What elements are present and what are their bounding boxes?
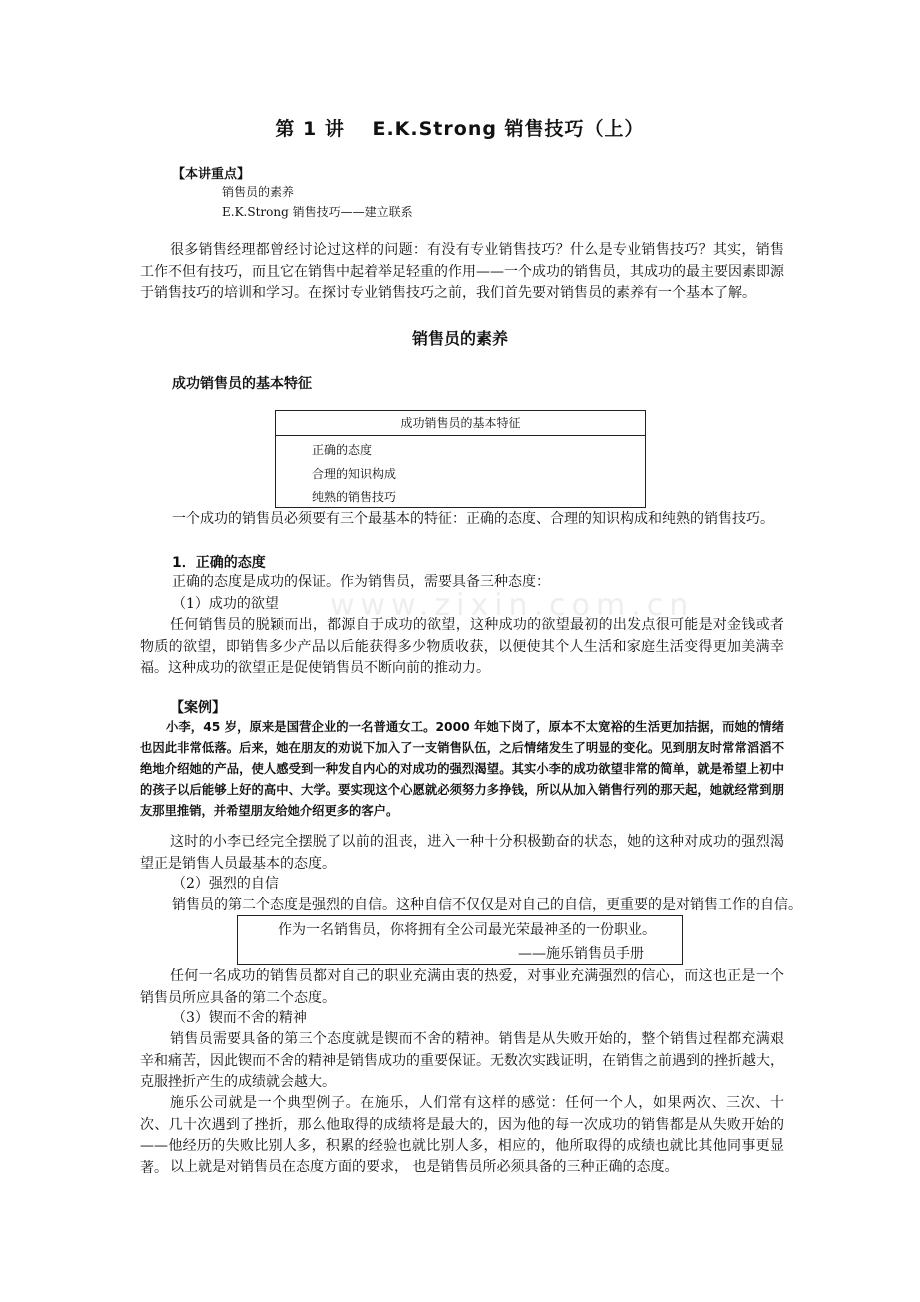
after-case-paragraph: 这时的小李已经完全摆脱了以前的沮丧，进入一种十分积极勤奋的状态，她的这种对成功的强烈渴望正是销售人员最基本的态度。 xyxy=(140,834,784,872)
perseverance-text-2: 施乐公司就是一个典型例子。在施乐，人们常有这样的感觉：任何一个人，如果两次、三次、十次、几十次遇到了挫折，那么他取得的成绩将是最大的，因为他的每一次成功的销售都是从失败开始的——他经历的失败比别人多，积累的经验也就比别人多，相应的，他所取得的成绩也就比其他同事更显著。 xyxy=(140,1095,784,1176)
case-text: 小李，45 岁，原来是国营企业的一名普通女工。2000 年她下岗了，原本不太宽裕的生活更加拮据，而她的情绪也因此非常低落。后来，她在朋友的劝说下加入了一支销售队伍，之后情绪发生了明显的变化。见到朋友时常常滔滔不绝地介绍她的产品，使人感受到一种发自内心的对成功的强烈渴望。其实小李的成功欲望非常的简单，就是希望上初中的孩子以后能够上好的高中、大学。要实现这个心愿就必须努力多挣钱，所以从加入销售行列的那天起，她就经常到朋友那里推销，并希望朋友给她介绍更多的客户。 xyxy=(140,720,784,818)
traits-box xyxy=(275,410,646,508)
traits-item-2: 合理的知识构成 xyxy=(312,467,397,481)
quote-source: ——施乐销售员手册 xyxy=(518,946,644,962)
focus-item-1: 销售员的素养 xyxy=(222,185,295,199)
traits-summary: 一个成功的销售员必须要有三个最基本的特征：正确的态度、合理的知识构成和纯熟的销售技巧。 xyxy=(172,511,774,527)
perseverance-sub3: （3）锲而不舍的精神 xyxy=(172,1010,307,1026)
traits-box-header: 成功销售员的基本特征 xyxy=(276,411,645,436)
intro-paragraph: 很多销售经理都曾经讨论过这样的问题：有没有专业销售技巧？什么是专业销售技巧？其实，销售工作不但有技巧，而且它在销售中起着举足轻重的作用——一个成功的销售员，其成功的最主要因素即源于销售技巧的培训和学习。在探讨专业销售技巧之前，我们首先要对销售员的素养有一个基本了解。 xyxy=(140,242,784,301)
attitude-sub1: （1）成功的欲望 xyxy=(172,596,279,612)
attitude-sub1-text: 任何销售员的脱颖而出，都源自于成功的欲望，这种成功的欲望最初的出发点很可能是对金钱或者物质的欲望，即销售多少产品以后能获得多少物质收获，以便使其个人生活和家庭生活变得更加美满幸福。这种成功的欲望正是促使销售员不断向前的推动力。 xyxy=(140,617,784,676)
attitude-heading: 1．正确的态度 xyxy=(172,555,266,571)
quote-text: 作为一名销售员，你将拥有全公司最光荣最神圣的一份职业。 xyxy=(278,922,656,938)
case-heading: 【案例】 xyxy=(170,700,226,716)
perseverance-text-1: 销售员需要具备的第三个态度就是锲而不舍的精神。销售是从失败开始的，整个销售过程都充满艰辛和痛苦，因此锲而不舍的精神是销售成功的重要保证。无数次实践证明，在销售之前遇到的挫折越大，克服挫折产生的成绩就会越大。 xyxy=(140,1031,784,1090)
traits-item-3: 纯熟的销售技巧 xyxy=(312,490,397,504)
confidence-text: 销售员的第二个态度是强烈的自信。这种自信不仅仅是对自己的自信，更重要的是对销售工作的自信。 xyxy=(172,897,802,913)
perseverance-text-3: 以上就是对销售员在态度方面的要求， 也是销售员所必须具备的三种正确的态度。 xyxy=(170,1159,679,1175)
watermark: www.zixin.com.cn xyxy=(330,588,695,623)
focus-heading: 【本讲重点】 xyxy=(172,167,251,182)
focus-item-2: E.K.Strong 销售技巧——建立联系 xyxy=(222,205,413,219)
section-title: 销售员的素养 xyxy=(411,329,508,348)
quote-box xyxy=(237,915,683,965)
subsection-title: 成功销售员的基本特征 xyxy=(172,376,312,392)
page-title: 第 1 讲 E.K.Strong 销售技巧（上） xyxy=(275,118,645,140)
attitude-intro: 正确的态度是成功的保证。作为销售员，需要具备三种态度： xyxy=(172,574,550,590)
confidence-after: 任何一名成功的销售员都对自己的职业充满由衷的热爱，对事业充满强烈的信心，而这也正是一个销售员所应具备的第二个态度。 xyxy=(140,968,784,1006)
traits-item-1: 正确的态度 xyxy=(312,443,373,457)
confidence-sub2: （2）强烈的自信 xyxy=(172,876,279,892)
